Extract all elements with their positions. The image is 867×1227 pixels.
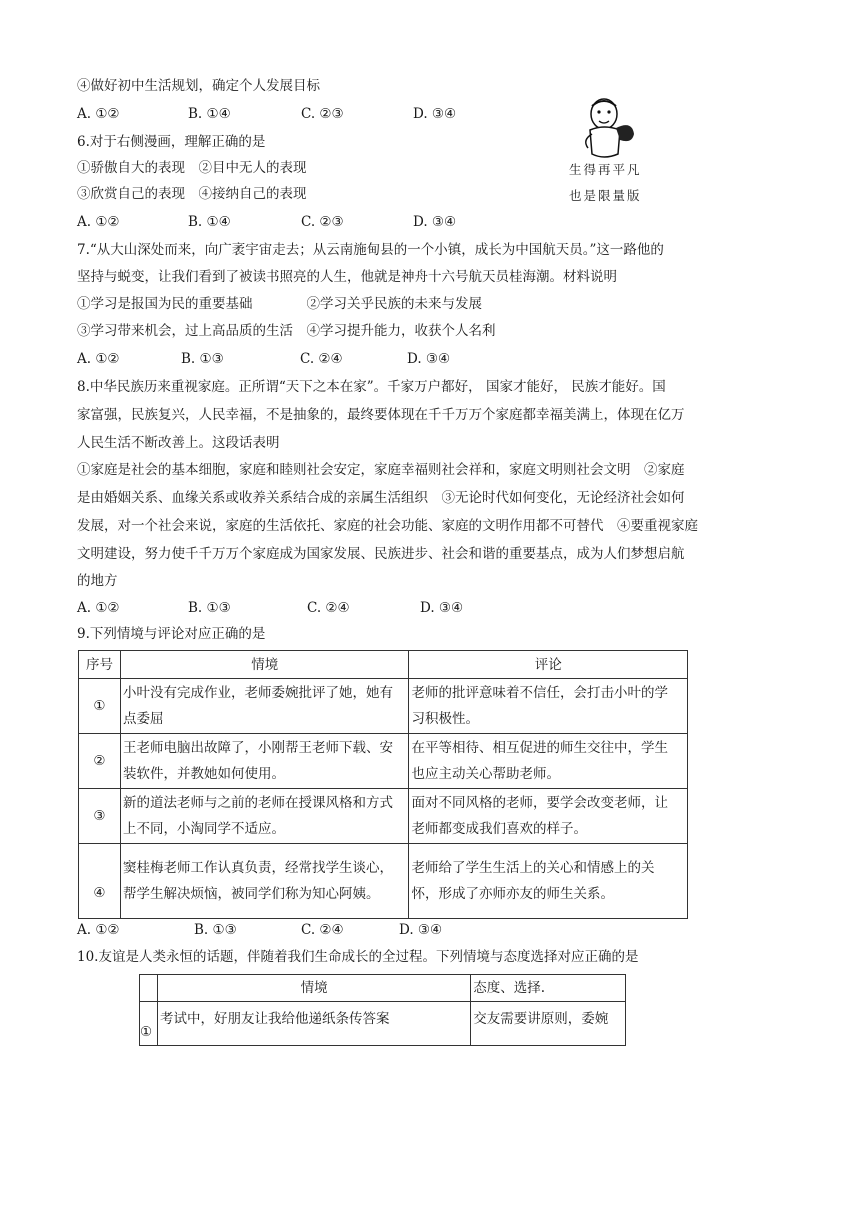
scene-cell: 考试中，好朋友让我给他递纸条传答案 [157,1002,470,1046]
scene-line: 上不同，小淘同学不适应。 [122,821,285,837]
question-6: 6.对于右侧漫画，理解正确的是 [77,134,266,150]
question-8-line-3: 人民生活不断改善上。这段话表明 [77,435,280,451]
option-c: C. ②③ [301,214,344,230]
row-number: ① [79,679,121,734]
header-number [140,975,158,1002]
question-7-line-1: 7.“从大山深处而来，向广袤宇宙走去；从云南施甸县的一个小镇，成长为中国航天员。”这一路他的 [77,242,664,258]
table-row [79,789,688,844]
q9-table [78,650,688,919]
header-scene: 情境 [120,651,409,679]
q8-statements-1: ①家庭是社会的基本细胞，家庭和睦则社会安定，家庭幸福则社会祥和，家庭文明则社会文明 ②家庭 [77,462,685,478]
table-row [79,844,688,919]
comment-line: 老师都变成我们喜欢的样子。 [411,821,587,837]
row-number: ④ [79,844,121,919]
comment-line: 怀，形成了亦师亦友的师生关系。 [411,886,614,902]
table-row [140,1002,626,1046]
scene-cell [120,844,409,919]
option-a: A. ①② [77,106,120,122]
comment-cell [409,789,688,844]
choice-cell: 交友需要讲原则，委婉 [471,1002,626,1046]
table-header-row [79,651,688,679]
cartoon-image [572,94,648,162]
option-a: A. ①② [77,600,120,616]
comment-line: 在平等相待、相互促进的师生交往中，学生 [411,740,668,756]
scene-line: 小叶没有完成作业，老师委婉批评了她，她有 [122,685,393,701]
option-b: B. ①④ [188,106,231,122]
option-a: A. ①② [77,214,120,230]
header-scene: 情境 [157,975,470,1002]
scene-cell [120,789,409,844]
option-d: D. ③④ [413,214,457,230]
scene-line: 窦桂梅老师工作认真负责，经常找学生谈心， [122,860,393,876]
option-b: B. ①④ [188,214,231,230]
question-8-line-1: 8.中华民族历来重视家庭。正所谓“天下之本在家”。千家万户都好， 国家才能好， 民族才能好。国 [77,379,666,395]
question-10: 10.友谊是人类永恒的话题，伴随着我们生命成长的全过程。下列情境与态度选择对应正确的是 [77,949,639,965]
scene-line: 点委屈 [122,711,164,727]
q8-statements-4: 文明建设，努力使千千万万个家庭成为国家发展、民族进步、社会和谐的重要基点，成为人们梦想启航 [77,546,685,562]
comment-line: 老师给了学生生活上的关心和情感上的关 [411,860,655,876]
comment-cell [409,844,688,919]
header-comment: 评论 [409,651,688,679]
table-row [79,734,688,789]
comment-line: 老师的批评意味着不信任，会打击小叶的学 [411,685,668,701]
q6-statements-2: ③欣赏自己的表现 ④接纳自己的表现 [77,186,307,202]
comment-line: 也应主动关心帮助老师。 [411,766,560,782]
question-7-line-2: 坚持与蜕变，让我们看到了被读书照亮的人生，他就是神舟十六号航天员桂海潮。材料说明 [77,269,617,285]
q7-statements-2: ③学习带来机会，过上高品质的生活 ④学习提升能力，收获个人名利 [77,323,496,339]
comment-line: 面对不同风格的老师，要学会改变老师，让 [411,795,668,811]
row-number: ② [79,734,121,789]
scene-line: 王老师电脑出故障了，小刚帮王老师下载、安 [122,740,393,756]
table-header-row [140,975,626,1002]
statement-4: ④做好初中生活规划，确定个人发展目标 [77,78,320,94]
question-8-line-2: 家富强，民族复兴，人民幸福，不是抽象的，最终要体现在千千万万个家庭都幸福美满上，体现在亿万 [77,407,685,423]
q10-table [139,974,626,1046]
question-9: 9.下列情境与评论对应正确的是 [77,626,266,642]
option-a: A. ①② [77,922,120,938]
q6-statements-1: ①骄傲自大的表现 ②目中无人的表现 [77,160,307,176]
header-choice: 态度、选择. [471,975,626,1002]
option-d: D. ③④ [399,922,443,938]
option-b: B. ①③ [194,922,237,938]
scene-line: 新的道法老师与之前的老师在授课风格和方式 [122,795,393,811]
table-row [79,679,688,734]
comment-line: 习积极性。 [411,711,479,727]
header-number: 序号 [79,651,121,679]
q7-statements-1: ①学习是报国为民的重要基础 ②学习关乎民族的未来与发展 [77,296,482,312]
q8-statements-5: 的地方 [77,573,118,589]
option-d: D. ③④ [420,600,464,616]
cartoon-caption-2: 也是限量版 [569,188,642,203]
comment-cell [409,734,688,789]
option-a: A. ①② [77,351,120,367]
option-b: B. ①③ [188,600,231,616]
scene-line: 装软件，并教她如何使用。 [122,766,285,782]
row-number: ③ [79,789,121,844]
row-number: ① [140,1002,158,1046]
option-d: D. ③④ [407,351,451,367]
option-c: C. ②④ [300,351,343,367]
option-b: B. ①③ [181,351,224,367]
scene-line: 帮学生解决烦恼，被同学们称为知心阿姨。 [122,886,380,902]
option-c: C. ②④ [301,922,344,938]
scene-cell [120,679,409,734]
cartoon-caption-1: 生得再平凡 [569,162,642,177]
q8-statements-2: 是由婚姻关系、血缘关系或收养关系结合成的亲属生活组织 ③无论时代如何变化，无论经济社会如何 [77,490,685,506]
comment-cell [409,679,688,734]
scene-cell [120,734,409,789]
option-c: C. ②③ [301,106,344,122]
option-d: D. ③④ [413,106,457,122]
option-c: C. ②④ [307,600,350,616]
q8-statements-3: 发展，对一个社会来说，家庭的生活依托、家庭的社会功能、家庭的文明作用都不可替代 ④要重视家庭 [77,518,698,534]
